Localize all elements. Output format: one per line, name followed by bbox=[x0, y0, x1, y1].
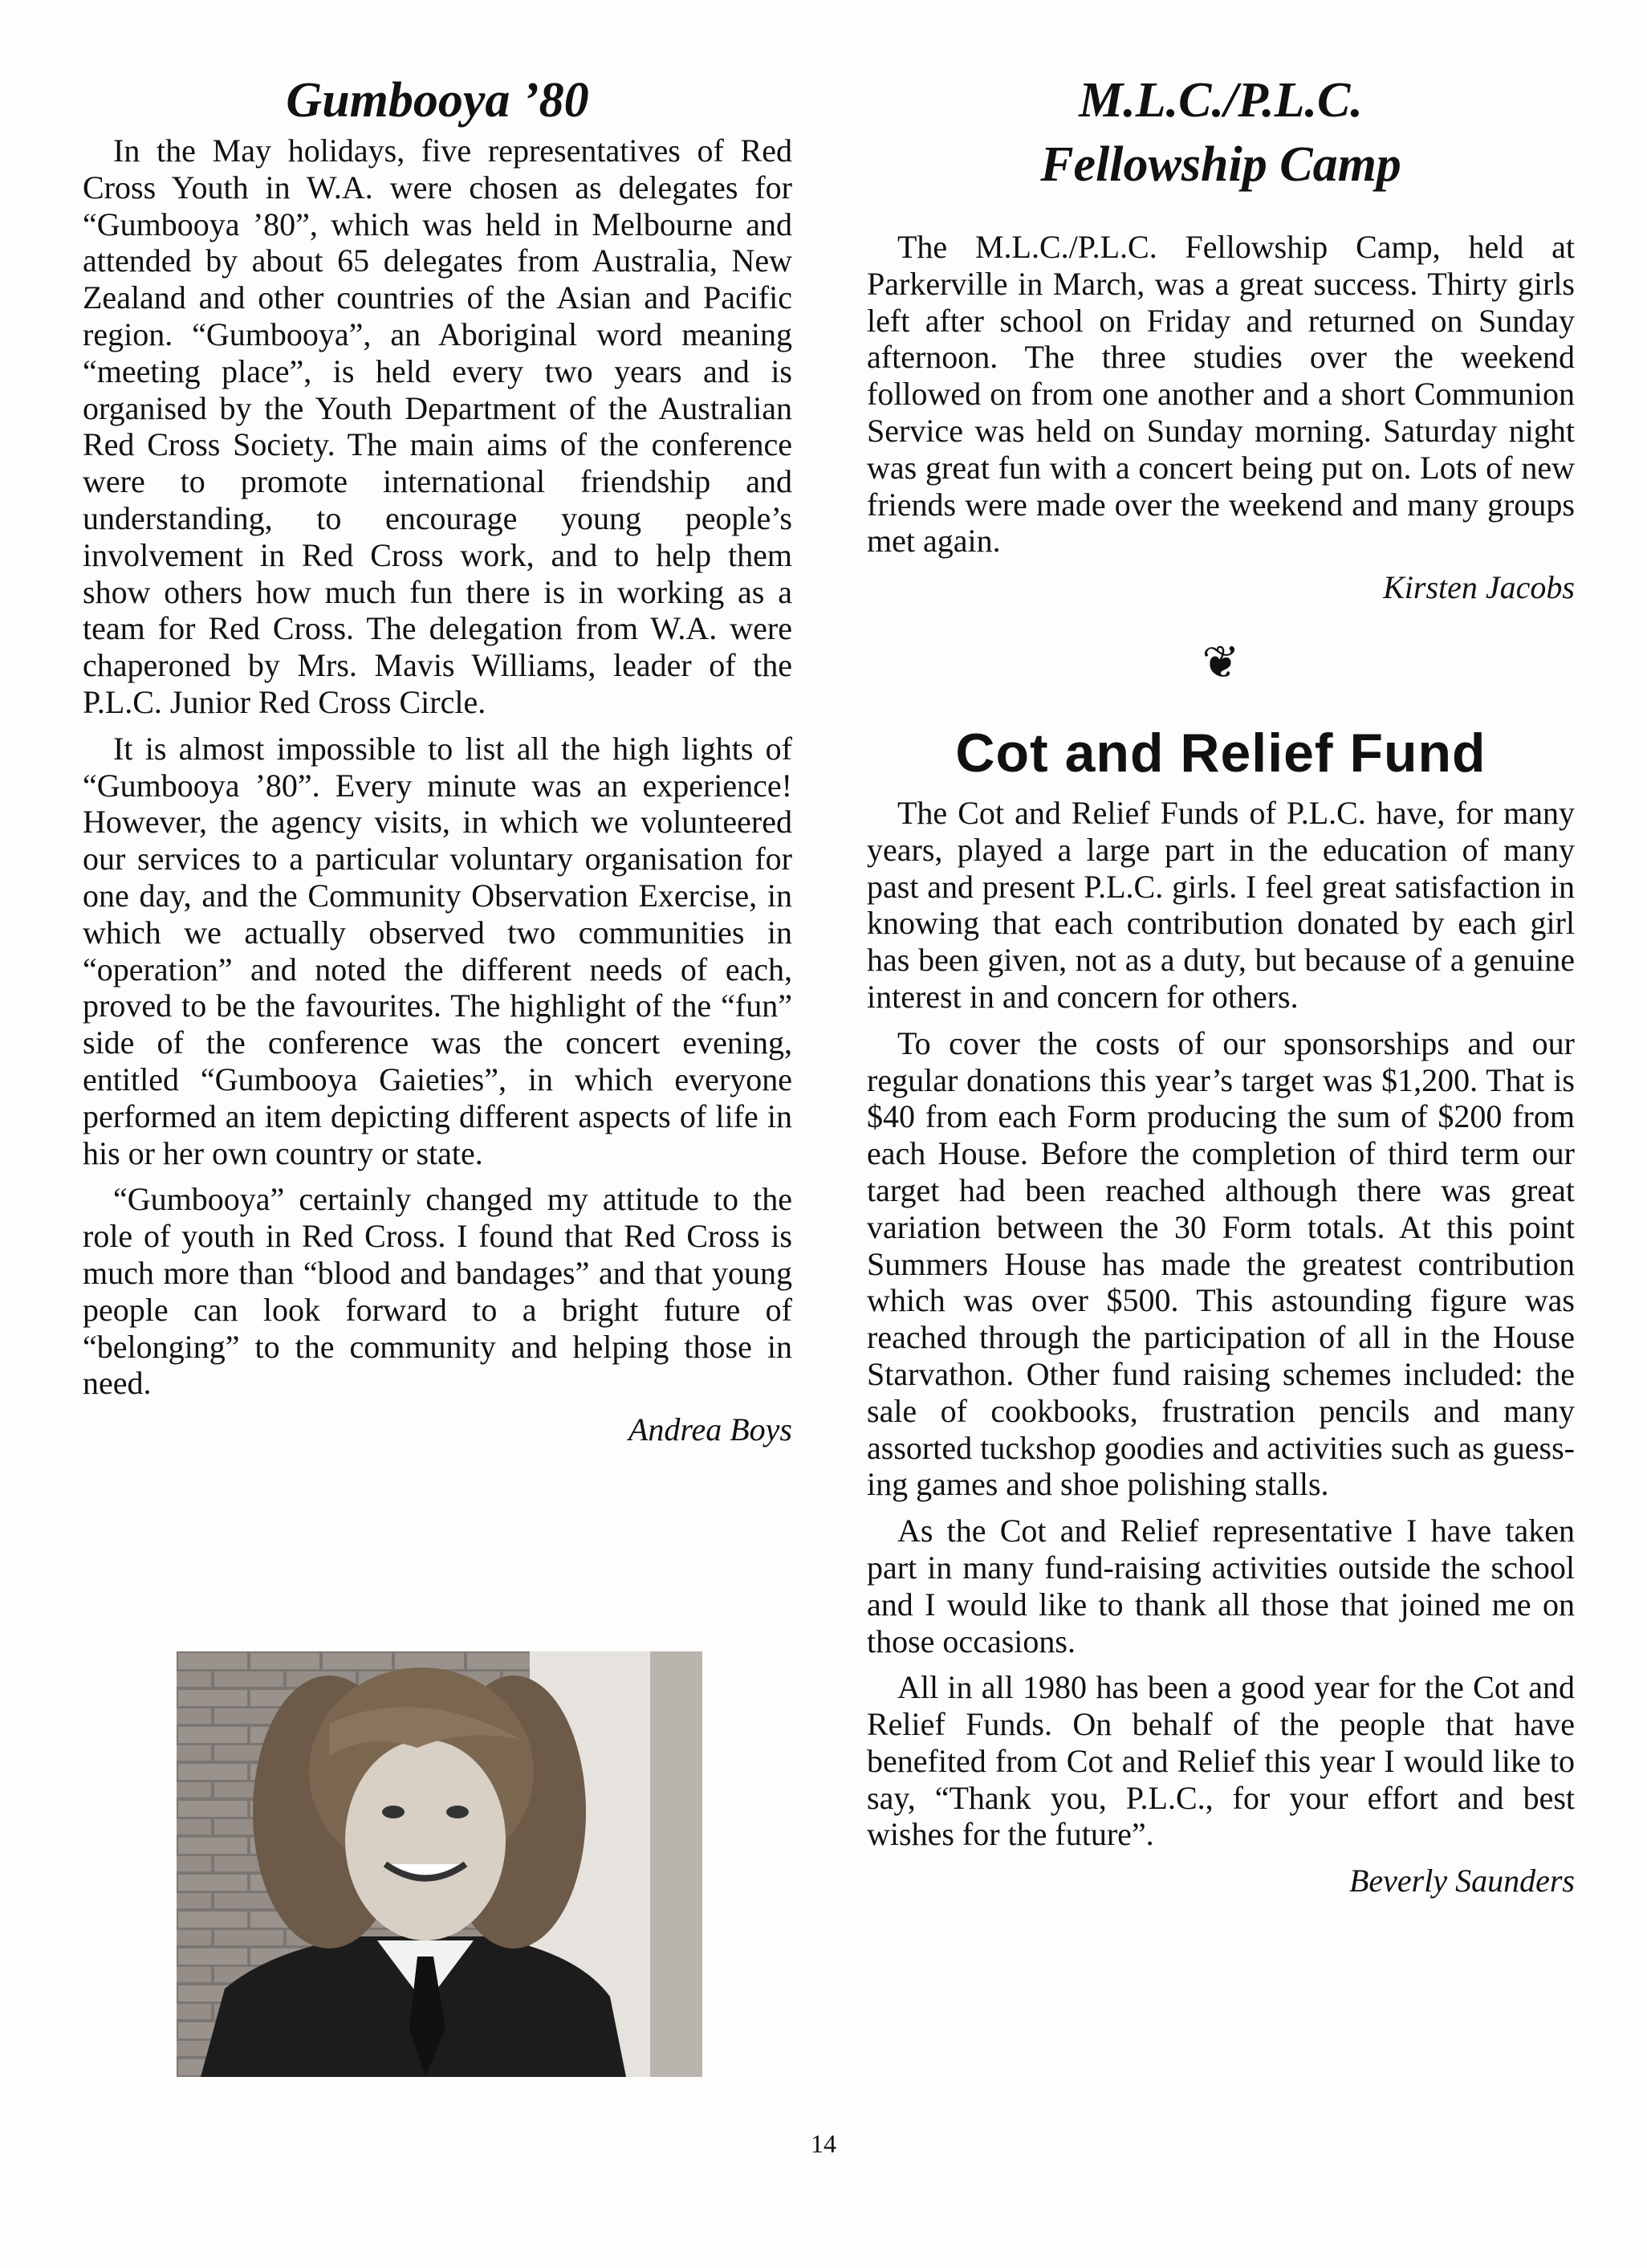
ornament-icon: ❦ bbox=[1202, 637, 1240, 688]
portrait-photo bbox=[177, 1651, 702, 2077]
gumbooya-article bbox=[83, 68, 792, 1448]
paragraph: It is almost impossible to list all the high lights of “Gumbooya ’80”. Every minute was an experience! However, the agency visits, in which we volunteered our services to a particular voluntary organisation for one day, and the Community Observation Exercise, in which we actually observed two communities in “operation” and noted the different needs of each, proved to be the favourites. The highlight of the “fun” side of the conference was the concert evening, entitled “Gumbooya Gaieties”, in which everyone performed an item depicting different aspects of life in his or her own country or state. bbox=[83, 730, 792, 1171]
title-line-2: Fellowship Camp bbox=[1040, 137, 1401, 192]
title-line-1: M.L.C./P.L.C. bbox=[1079, 73, 1363, 128]
author-kirsten-jacobs: Kirsten Jacobs bbox=[1383, 569, 1575, 606]
right-column bbox=[867, 68, 1575, 1900]
paragraph: The M.L.C./P.L.C. Fellowship Camp, held at Parkerville in March, was a great success. Thirty girls left after school on Friday and returned on Sunday afternoon. The three studies over the weekend followed on from one another and a short Communion Service was held on Sunday morning. Saturday night was great fun with a concert being put on. Lots of new friends were made over the weekend and many groups met again. bbox=[867, 229, 1575, 560]
paragraph: As the Cot and Relief representative I have taken part in many fund-raising activities outside the school and I would like to thank all those that joined me on those occasions. bbox=[867, 1513, 1575, 1659]
paragraph: “Gumbooya” certainly changed my attitude to the role of youth in Red Cross. I found that Red Cross is much more than “blood and bandages” and that young people can look forward to a bright future of “belonging” to the community and helping those in need. bbox=[83, 1181, 792, 1402]
paragraph: To cover the costs of our sponsorships and our regular donations this year’s target was $1,200. That is $40 from each Form producing the sum of $200 from each House. Before the completion of third term our target had been reached although there was great variation between the 30 Form totals. At this point Summers House has made the greatest contribution which was over $500. This astounding figure was reached through the participation of all in the House Starvathon. Other fund raising schemes included: the sale of cookbooks, frustration pencils and many assorted tuckshop goodies and activities such as guessing games and shoe polishing stalls. bbox=[867, 1024, 1575, 1503]
paragraph: In the May holidays, five representatives of Red Cross Youth in W.A. were chosen as delegates for “Gumbooya ’80”, which was held in Melbourne and attended by about 65 delegates from Australia, New Zealand and other countries of the Asian and Pacific region. “Gumbooya”, an Aboriginal word meaning “meeting place”, is held every two years and is organised by the Youth Department of the Australian Red Cross Society. The main aims of the conference were to promote international friendship and understanding, to encourage young people’s involvement in Red Cross work, and to help them show others how much fun there is in working as a team for Red Cross. The delegation from W.A. were chaperoned by Mrs. Mavis Williams, leader of the P.L.C. Junior Red Cross Circle. bbox=[83, 132, 792, 720]
author-beverly-saunders: Beverly Saunders bbox=[1348, 1863, 1575, 1900]
paragraph: The Cot and Relief Funds of P.L.C. have, for many years, played a large part in the education of many past and present P.L.C. girls. I feel great satisfaction in knowing that each contribution donated by each girl has been given, not as a duty, but because of a genuine interest in and concern for others. bbox=[867, 794, 1575, 1015]
cot-relief-title: Cot and Relief Fund bbox=[955, 722, 1486, 784]
fellowship-camp-title bbox=[867, 68, 1575, 197]
author-andrea-boys: Andrea Boys bbox=[628, 1411, 792, 1448]
paragraph: All in all 1980 has been a good year for the Cot and Relief Funds. On behalf of the people that have benefited from Cot and Relief this year I would like to say, “Thank you, P.L.C., for your effort and best wishes for the future”. bbox=[867, 1669, 1575, 1853]
page-number: 14 bbox=[811, 2129, 836, 2158]
gumbooya-title: Gumbooya ’80 bbox=[286, 73, 589, 128]
